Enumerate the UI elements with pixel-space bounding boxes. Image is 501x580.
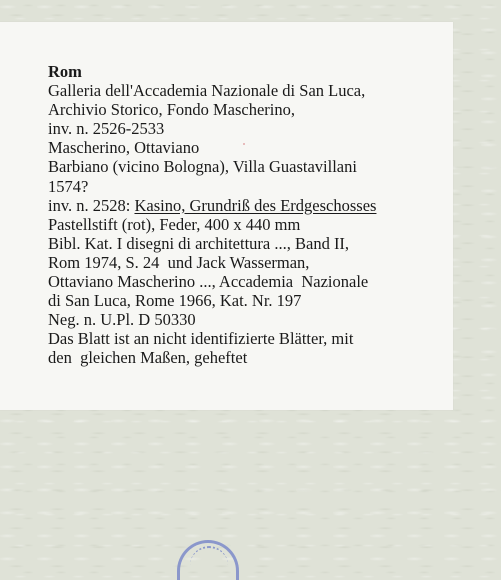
location-line-2: Archivio Storico, Fondo Mascherino, bbox=[48, 100, 296, 120]
bibliography-line-4: di San Luca, Rome 1966, Kat. Nr. 197 bbox=[48, 291, 302, 311]
location-line-1: Galleria dell'Accademia Nazionale di San Luca, bbox=[48, 81, 366, 101]
bibliography-line-1: Bibl. Kat. I disegni di architettura ..., Band II, bbox=[48, 233, 350, 253]
ink-speck bbox=[243, 143, 245, 145]
catalog-entry bbox=[48, 62, 376, 368]
entry-heading: Rom bbox=[48, 62, 82, 81]
note-line-1: Das Blatt ist an nicht identifizierte Blätter, mit bbox=[48, 329, 354, 349]
artist-name: Mascherino, Ottaviano bbox=[48, 138, 200, 158]
bibliography-line-2: Rom 1974, S. 24 und Jack Wasserman, bbox=[48, 252, 310, 272]
technique-line: Pastellstift (rot), Feder, 400 x 440 mm bbox=[48, 214, 301, 234]
item-inventory-prefix: inv. n. 2528: bbox=[48, 195, 135, 215]
inventory-range: inv. n. 2526-2533 bbox=[48, 119, 165, 139]
place-line: Barbiano (vicino Bologna), Villa Guastavillani bbox=[48, 157, 357, 177]
item-title: Kasino, Grundriß des Erdgeschosses bbox=[134, 195, 377, 215]
item-line bbox=[48, 196, 376, 215]
archive-stamp-icon bbox=[177, 540, 239, 580]
year-line: 1574? bbox=[48, 176, 89, 196]
bibliography-line-3: Ottaviano Mascherino ..., Accademia Nazionale bbox=[48, 272, 369, 292]
negative-number: Neg. n. U.Pl. D 50330 bbox=[48, 310, 196, 330]
note-line-2: den gleichen Maßen, geheftet bbox=[48, 348, 248, 368]
catalog-card bbox=[0, 22, 453, 410]
stamp-ring-icon bbox=[190, 546, 228, 568]
